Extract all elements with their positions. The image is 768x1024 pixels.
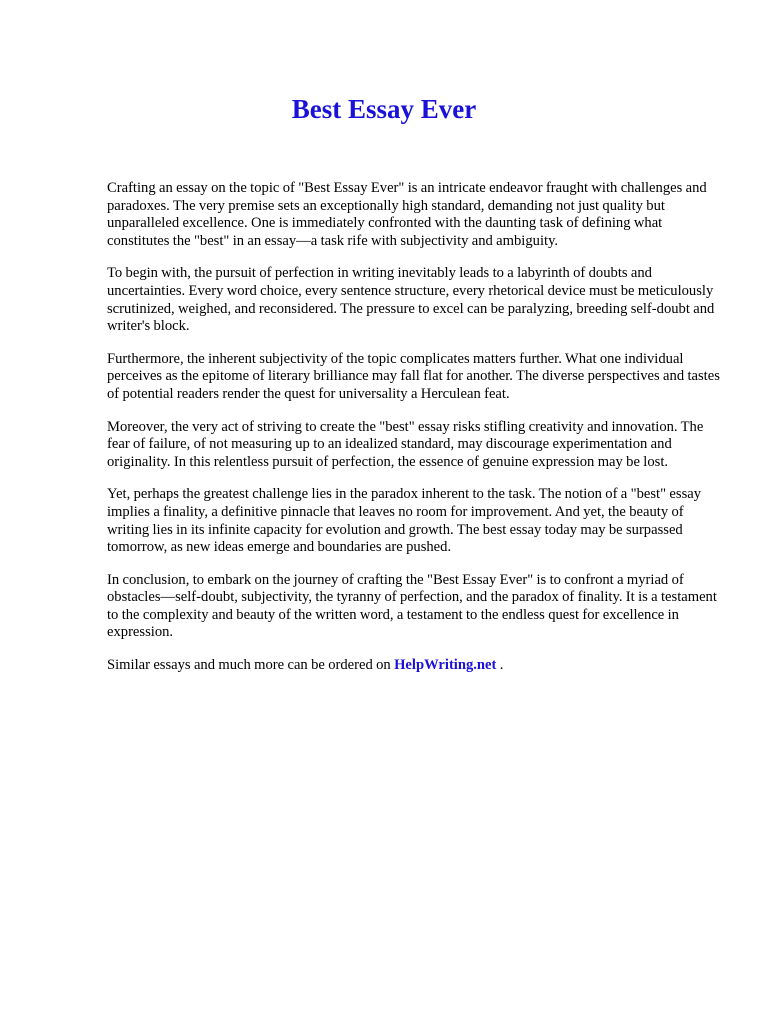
paragraph-paradox: Yet, perhaps the greatest challenge lies in the paradox inherent to the task. The notion of a "best" essay implies a finality, a definitive pinnacle that leaves no room for improvement. And yet, the beauty of writing lies in its infinite capacity for evolution and growth. The best essay today may be surpassed tomorrow, as new ideas emerge and boundaries are pushed. <box>107 486 702 556</box>
footer-prefix: Similar essays and much more can be ordered on <box>107 657 391 674</box>
footer-suffix: . <box>499 657 504 674</box>
page-title: Best Essay Ever <box>291 94 477 124</box>
paragraph-intro: Crafting an essay on the topic of "Best Essay Ever" is an intricate endeavor fraught with challenges and paradoxes. The very premise sets an exceptionally high standard, demanding not just quality but unparalleled excellence. One is immediately confronted with the daunting task of defining what constitutes the "best" in an essay—a task rife with subjectivity and ambiguity. <box>107 180 707 249</box>
helpwriting-link[interactable]: HelpWriting.net <box>394 657 497 674</box>
paragraph-creativity: Moreover, the very act of striving to create the "best" essay risks stifling creativity and innovation. The fear of failure, of not measuring up to an idealized standard, may discourage experimentation and originality. In this relentless pursuit of perfection, the essence of genuine expression may be lost. <box>107 418 704 470</box>
footer-line <box>107 657 721 675</box>
paragraph-subjectivity: Furthermore, the inherent subjectivity of the topic complicates matters further. What one individual perceives as the epitome of literary brilliance may fall flat for another. The diverse perspectives and tastes of potential readers render the quest for universality a Herculean feat. <box>107 350 720 402</box>
paragraph-perfection: To begin with, the pursuit of perfection in writing inevitably leads to a labyrinth of doubts and uncertainties. Every word choice, every sentence structure, every rhetorical device must be meticulously scrutinized, weighed, and reconsidered. The pressure to excel can be paralyzing, breeding self-doubt and writer's block. <box>107 265 715 335</box>
paragraph-conclusion: In conclusion, to embark on the journey of crafting the "Best Essay Ever" is to confront a myriad of obstacles—self-doubt, subjectivity, the tyranny of perfection, and the paradox of finality. It is a testament to the complexity and beauty of the written word, a testament to the endless quest for excellence in expression. <box>107 571 717 641</box>
essay-body <box>107 180 721 690</box>
